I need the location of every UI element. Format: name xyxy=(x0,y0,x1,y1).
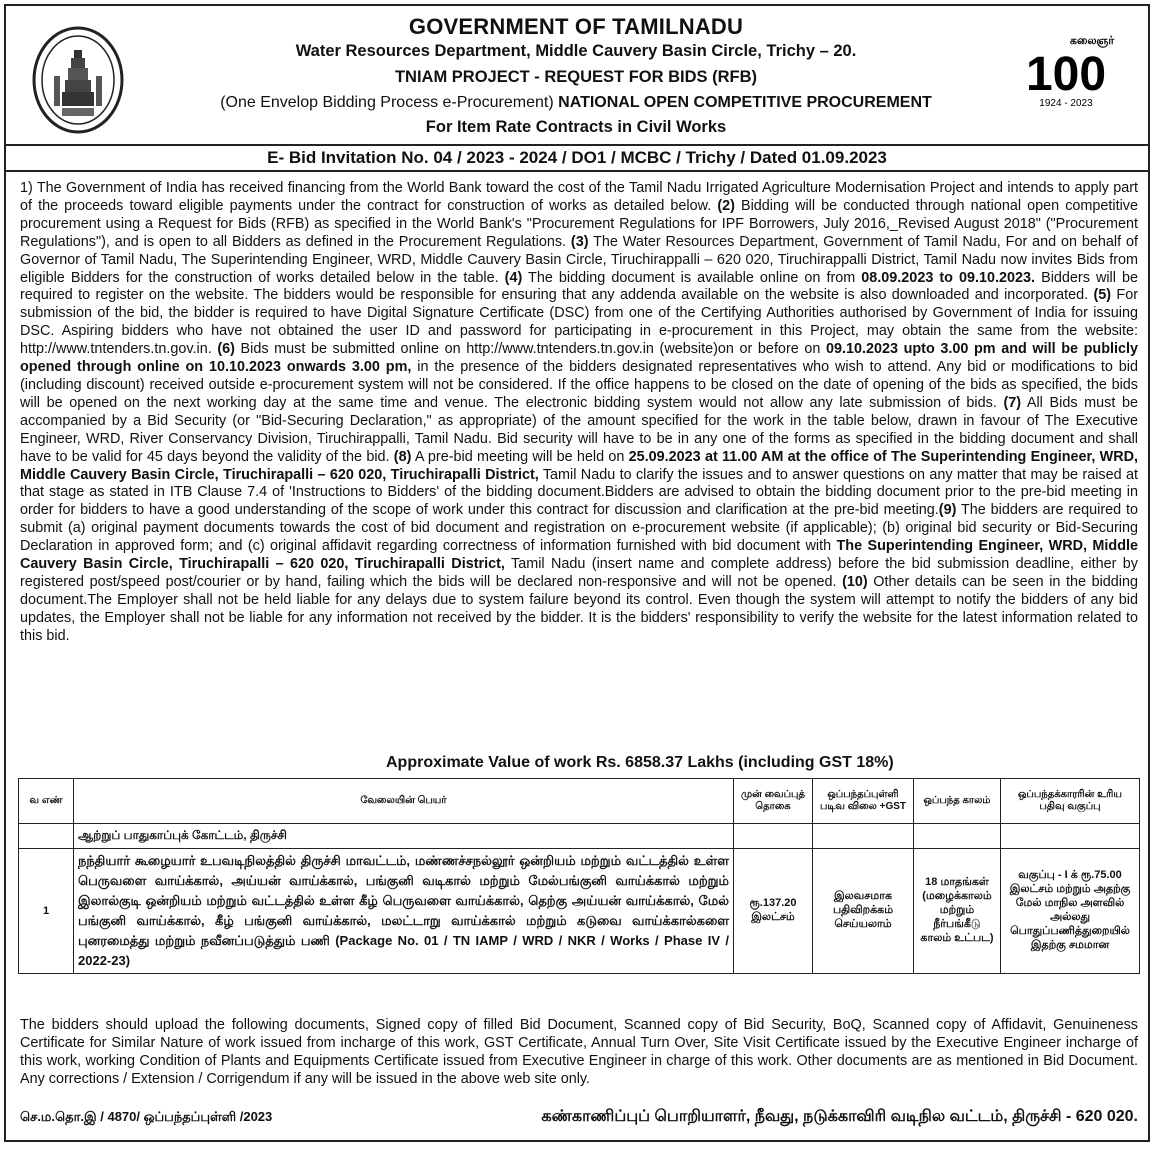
reference-number: செ.ம.தொ.இ / 4870/ ஒப்பந்தப்புள்ளி /2023 xyxy=(20,1109,273,1124)
project-title: TNIAM PROJECT - REQUEST FOR BIDS (RFB) xyxy=(394,68,758,86)
row-period: 18 மாதங்கள் (மழைக்காலம் மற்றும் நீர்பங்கீடு காலம் உட்பட) xyxy=(914,849,1001,974)
division-row xyxy=(19,824,1140,849)
tamilnadu-emblem-icon xyxy=(32,26,124,134)
table-row xyxy=(19,849,1140,974)
row-work-name: நந்தியார் கூழையார் உபவடிநிலத்தில் திருச்சி மாவட்டம், மண்ணச்சநல்லூர் ஒன்றியம் மற்றும் வட்டத்தில் உள்ள பெருவளை வாய்க்கால், அய்யன் வாய்க்கால், பங்குனி வடிகால் மற்றும் மேல்பங்குனி வாய்க்கால் மற்றும் இலால்குடி ஒன்றியம் மற்றும் வட்டத்தில் உள்ள கீழ் பெருவளை வாய்க்கால், தெற்கு அய்யன் வாய்க்கால், மேல் பங்குனி வாய்க்கால், கீழ் பங்குனி வாய்க்கால், மலட்டாறு வாய்க்கால் மற்றும் கடுவை வாய்க்கால்களை புனரமைத்து மற்றும் நவீனப்படுத்தும் பணி (Package No. 01 / TN IAMP / WRD / NKR / Works / Phase IV / 2022-23) xyxy=(74,849,734,974)
col-form-cost: ஒப்பந்தப்புள்ளி படிவ விலை +GST xyxy=(813,779,914,824)
table-header-row xyxy=(19,779,1140,824)
row-class: வகுப்பு - I க் ரூ.75.00 இலட்சம் மற்றும் அதற்கு மேல் மாநில அளவில் அல்லது பொதுப்பணித்துறையில் இதற்கு சமமான xyxy=(1001,849,1140,974)
logo-number: 100 xyxy=(1025,48,1107,101)
works-table xyxy=(18,778,1140,974)
row-sno: 1 xyxy=(19,849,74,974)
row-form-cost: இலவசமாக பதிவிறக்கம் செய்யலாம் xyxy=(813,849,914,974)
division-name: ஆற்றுப் பாதுகாப்புக் கோட்டம், திருச்சி xyxy=(74,824,734,849)
col-work-name: வேலையின் பெயர் xyxy=(74,779,734,824)
tender-notice xyxy=(4,4,1150,1142)
approximate-value: Approximate Value of work Rs. 6858.37 Lakhs (including GST 18%) xyxy=(386,754,894,771)
process-bold: NATIONAL OPEN COMPETITIVE PROCUREMENT xyxy=(558,94,932,111)
logo-years: 1924 - 2023 xyxy=(1039,98,1093,109)
notice-body: 1) The Government of India has received financing from the World Bank toward the cost of the Tamil Nadu Irrigated Agriculture Modernisation Project and intends to apply part of the proceeds toward eligible payments under the contract for construction of works as detailed below. (2) Bidding will be conducted through national open competitive procurement using a Request for Bids (RFB) as specified in the World Bank's "Procurement Regulations for IPF Borrowers, July 2016,_Revised August 2018" ("Procurement Regulations"), and is open to all Bidders as defined in the Procurement Regulations. (3) The Water Resources Department, Government of Tamil Nadu, For and on behalf of Governor of Tamil Nadu, The Superintending Engineer, WRD, Middle Cauvery Basin Circle, Tiruchirappalli – 620 020, Tiruchirappalli District, Tamil Nadu now invites Bids from eligible Bidders for the construction of works detailed below in the table. (4) The bidding document is available online on from 08.09.2023 to 09.10.2023. Bidders will be required to register on the website. The bidders would be responsible for ensuring that any addenda available on the website is also downloaded and incorporated. (5) For submission of the bid, the bidder is required to have Digital Signature Certificate (DSC) from one of the Certifying Authorities authorised by Government of India for issuing DSC. Aspiring bidders who have not obtained the user ID and password for participating in e-procurement in this Project, may obtain the same from the website: http://www.tntenders.tn.gov.in. (6) Bids must be submitted online on http://www.tntenders.tn.gov.in (website)on or before on 09.10.2023 upto 3.00 pm and will be publicly opened through online on 10.10.2023 onwards 3.00 pm, in the presence of the bidders designated representatives who wish to attend. Any bid or modifications to bid (including discount) received outside e-procurement system will not be considered. If the office happens to be closed on the date of opening of the bids as specified, the bids will be opened on the next working day at the same time and venue. The electronic bidding system would not allow any late submission of bids. (7) All Bids must be accompanied by a Bid Security (or "Bid-Securing Declaration," as appropriate) of the amount specified for the work in the table below, drawn in favour of The Executive Engineer, WRD, River Conservancy Division, Tiruchirappalli, Tamil Nadu. Bid security will have to be in any one of the forms as specified in the bidding document and shall have to be valid for 45 days beyond the validity of the bid. (8) A pre-bid meeting will be held on 25.09.2023 at 11.00 AM at the office of The Superintending Engineer, WRD, Middle Cauvery Basin Circle, Tiruchirapalli – 620 020, Tiruchirapalli District, Tamil Nadu to clarify the issues and to answer questions on any matter that may be raised at that stage as stated in ITB Clause 7.4 of 'Instructions to Bidders' of the bidding document.Bidders are advised to obtain the bidding document prior to the pre-bid meeting in order for bidders to have a good understanding of the scope of work under this contract for discussion and clarification at the pre-bid meeting.(9) The bidders are required to submit (a) original payment documents towards the cost of bid document and registration on e-procurement website (if applicable); (b) original bid security or Bid-Securing Declaration in approved form; and (c) original affidavit regarding correctness of information furnished with bid document with The Superintending Engineer, WRD, Middle Cauvery Basin Circle, Tiruchirapalli – 620 020, Tiruchirapalli District, Tamil Nadu (insert name and complete address) before the bid submission deadline, either by registered post/speed post/courier or by hand, failing which the bids will be declared non-responsive and will not be opened. (10) Other details can be seen in the bidding document.The Employer shall not be held liable for any delays due to system failure beyond its control. Even though the system will attempt to notify the bidders of any bid updates, the Employer shall not be liable for any information not received by the bidder. It is the bidders' responsibility to verify the website for the latest information related to this bid. xyxy=(20,180,1138,644)
procurement-type xyxy=(176,94,976,112)
col-period: ஒப்பந்த காலம் xyxy=(914,779,1001,824)
documents-note: The bidders should upload the following documents, Signed copy of filled Bid Document, Scanned copy of Bid Security, BoQ, Scanned copy of Affidavit, Genuineness Certificate for Similar Nature of work issued from incharge of this work, GST Certificate, Annual Turn Over, Site Visit Certificate issued by the Executive Engineer incharge of this work, working Condition of Plants and Equipments Certificate issued from Executive Engineer in charge of this work. Other documents are as mentioned in Bid Document. Any corrections / Extension / Corrigendum if any will be issued in the above web site only. xyxy=(20,1017,1138,1087)
col-emd: முன் வைப்புத் தொகை xyxy=(734,779,813,824)
process-plain: (One Envelop Bidding Process e-Procurement) xyxy=(220,94,554,111)
bid-invitation-number: E- Bid Invitation No. 04 / 2023 - 2024 / DO1 / MCBC / Trichy / Dated 01.09.2023 xyxy=(6,144,1148,172)
col-sno: வ எண் xyxy=(19,779,74,824)
government-title: GOVERNMENT OF TAMILNADU xyxy=(408,14,744,39)
col-class: ஒப்பந்தக்காரரின் உரிய பதிவு வகுப்பு xyxy=(1001,779,1140,824)
department-name: Water Resources Department, Middle Cauvery Basin Circle, Trichy – 20. xyxy=(295,42,857,60)
contract-type: For Item Rate Contracts in Civil Works xyxy=(425,118,727,136)
notice-header xyxy=(6,6,1148,144)
kalaignar-100-logo xyxy=(1008,30,1126,110)
logo-tamil-text: கலைஞர் xyxy=(1069,35,1115,47)
signatory: கண்காணிப்புப் பொறியாளர், நீவது, நடுக்காவிரி வடிநில வட்டம், திருச்சி - 620 020. xyxy=(541,1108,1138,1125)
row-emd: ரூ.137.20 இலட்சம் xyxy=(734,849,813,974)
